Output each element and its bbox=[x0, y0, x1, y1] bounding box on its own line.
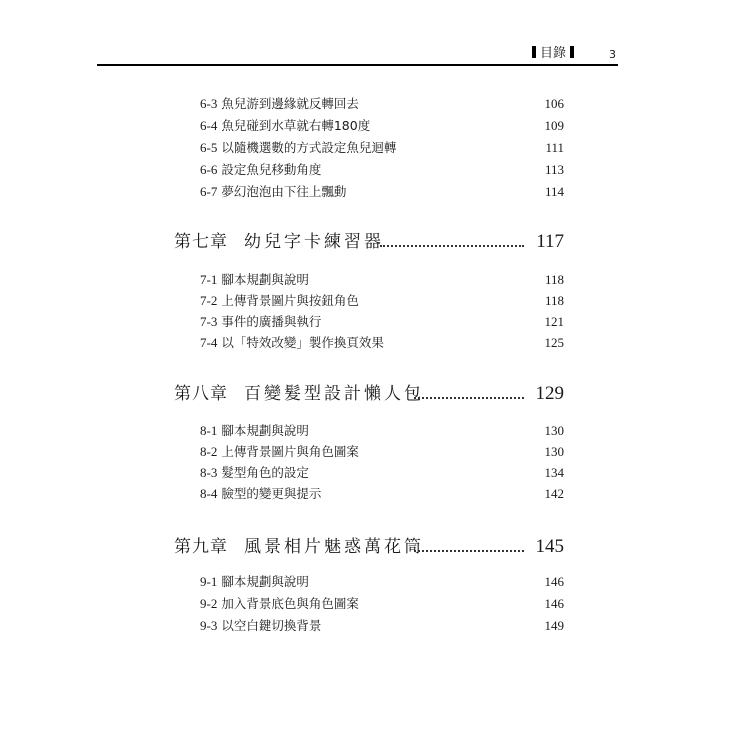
toc-entry bbox=[200, 463, 564, 483]
entry-title: 腳本規劃與說明 bbox=[221, 272, 309, 287]
toc-entry bbox=[200, 116, 564, 136]
toc-entry bbox=[200, 291, 564, 311]
entry-number: 8-4 bbox=[200, 486, 218, 501]
chapter-heading bbox=[174, 228, 564, 256]
toc-entry bbox=[200, 138, 564, 158]
entry-number: 6-4 bbox=[200, 118, 218, 133]
toc-entry bbox=[200, 312, 564, 332]
chapter-title: 風景相片魅惑萬花筒 bbox=[244, 537, 424, 557]
chapter-heading bbox=[174, 380, 564, 408]
page-header bbox=[97, 44, 618, 66]
entry-number: 6-3 bbox=[200, 96, 218, 111]
header-title: 目錄 bbox=[539, 46, 566, 61]
dot-leader bbox=[380, 245, 524, 247]
entry-number: 7-4 bbox=[200, 335, 218, 350]
entry-title: 腳本規劃與說明 bbox=[221, 574, 309, 589]
entry-title: 上傳背景圖片與按鈕角色 bbox=[221, 293, 359, 308]
entry-title: 以空白鍵切換背景 bbox=[221, 618, 322, 633]
entry-number: 8-2 bbox=[200, 444, 218, 459]
entry-title: 上傳背景圖片與角色圖案 bbox=[221, 444, 359, 459]
header-rule bbox=[97, 64, 618, 66]
toc-entry bbox=[200, 94, 564, 114]
entry-title: 夢幻泡泡由下往上飄動 bbox=[221, 184, 347, 199]
entry-number: 6-7 bbox=[200, 184, 218, 199]
entry-title: 臉型的變更與提示 bbox=[221, 486, 322, 501]
entry-number: 9-2 bbox=[200, 596, 218, 611]
header-title-box bbox=[528, 46, 578, 62]
toc-entry bbox=[200, 182, 564, 202]
chapter-page: 117 bbox=[536, 231, 564, 252]
header-left-bar bbox=[532, 46, 536, 58]
entry-title: 魚兒游到邊緣就反轉回去 bbox=[221, 96, 359, 111]
entry-page: 111 bbox=[545, 140, 564, 155]
entry-number: 9-1 bbox=[200, 574, 218, 589]
entry-title: 髮型角色的設定 bbox=[221, 465, 309, 480]
chapter-label: 第九章 bbox=[174, 537, 228, 557]
toc-entry bbox=[200, 616, 564, 636]
entry-number: 7-2 bbox=[200, 293, 218, 308]
toc-entry bbox=[200, 442, 564, 462]
entry-number: 8-3 bbox=[200, 465, 218, 480]
entry-number: 8-1 bbox=[200, 423, 218, 438]
entry-title: 腳本規劃與說明 bbox=[221, 423, 309, 438]
entry-number: 9-3 bbox=[200, 618, 218, 633]
entry-page: 125 bbox=[544, 335, 564, 350]
entry-title: 魚兒碰到水草就右轉180度 bbox=[221, 118, 371, 133]
entry-page: 118 bbox=[544, 272, 564, 287]
entry-page: 109 bbox=[544, 118, 564, 133]
entry-page: 113 bbox=[544, 162, 564, 177]
page-number: 3 bbox=[609, 48, 616, 61]
entry-page: 106 bbox=[544, 96, 564, 111]
entry-title: 事件的廣播與執行 bbox=[221, 314, 322, 329]
toc-entry bbox=[200, 160, 564, 180]
entry-page: 146 bbox=[544, 574, 564, 589]
entry-page: 134 bbox=[544, 465, 564, 480]
entry-page: 114 bbox=[544, 184, 564, 199]
dot-leader bbox=[414, 397, 524, 399]
toc-entry bbox=[200, 594, 564, 614]
entry-page: 142 bbox=[544, 486, 564, 501]
toc-entry bbox=[200, 270, 564, 290]
entry-number: 6-6 bbox=[200, 162, 218, 177]
header-right-bar bbox=[570, 46, 574, 58]
toc-entry bbox=[200, 484, 564, 504]
entry-page: 146 bbox=[544, 596, 564, 611]
chapter-label: 第八章 bbox=[174, 384, 228, 404]
entry-title: 以隨機選數的方式設定魚兒迴轉 bbox=[221, 140, 397, 155]
entry-page: 121 bbox=[544, 314, 564, 329]
entry-title: 設定魚兒移動角度 bbox=[221, 162, 322, 177]
entry-number: 7-3 bbox=[200, 314, 218, 329]
chapter-heading bbox=[174, 533, 564, 561]
chapter-title: 百變髮型設計懶人包 bbox=[244, 384, 424, 404]
entry-title: 以「特效改變」製作換頁效果 bbox=[221, 335, 384, 350]
entry-page: 130 bbox=[544, 423, 564, 438]
entry-number: 6-5 bbox=[200, 140, 218, 155]
entry-page: 118 bbox=[544, 293, 564, 308]
toc-entry bbox=[200, 333, 564, 353]
entry-page: 149 bbox=[544, 618, 564, 633]
toc-entry bbox=[200, 421, 564, 441]
entry-title: 加入背景底色與角色圖案 bbox=[221, 596, 359, 611]
chapter-page: 129 bbox=[535, 383, 564, 404]
chapter-label: 第七章 bbox=[174, 232, 228, 252]
toc-entry bbox=[200, 572, 564, 592]
dot-leader bbox=[414, 550, 524, 552]
chapter-page: 145 bbox=[535, 536, 564, 557]
entry-page: 130 bbox=[544, 444, 564, 459]
entry-number: 7-1 bbox=[200, 272, 218, 287]
chapter-title: 幼兒字卡練習器 bbox=[244, 232, 384, 252]
